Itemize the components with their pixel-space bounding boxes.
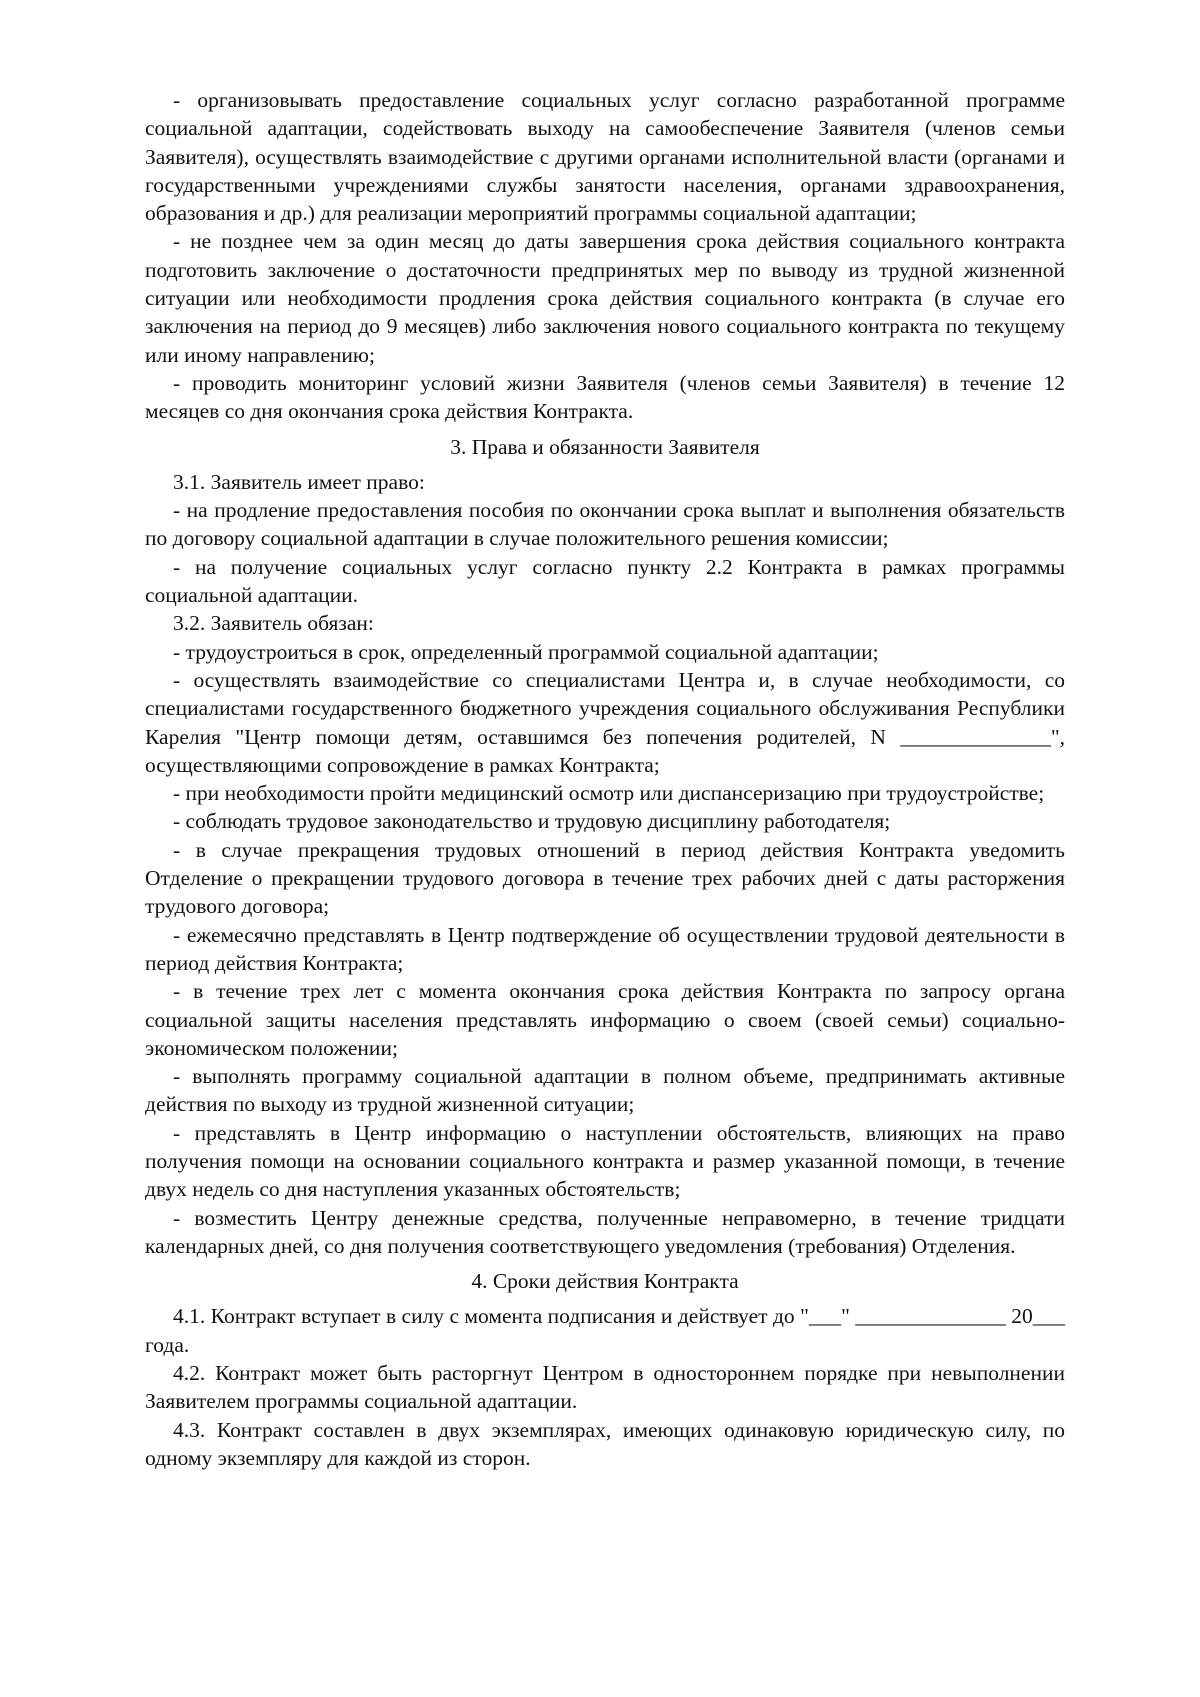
paragraph: - возместить Центру денежные средства, полученные неправомерно, в течение тридцати календарных дней, со дня получения соответствующего уведомления (требования) Отделения. — [145, 1205, 1065, 1258]
section-3 — [145, 433, 1065, 1261]
paragraph: - организовывать предоставление социальных услуг согласно разработанной программе социальной адаптации, содействовать выходу на самообеспечение Заявителя (членов семьи Заявителя), осуществлять взаимодействие с другими органами исполнительной власти (органами и государственными учреждениями службы занятости населения, органами здравоохранения, образования и др.) для реализации мероприятий программы социальной адаптации; — [145, 88, 1065, 226]
paragraph: - ежемесячно представлять в Центр подтверждение об осуществлении трудовой деятельности в период действия Контракта; — [145, 922, 1065, 975]
section-2-continuation — [145, 86, 1065, 426]
paragraph: - на продление предоставления пособия по окончании срока выплат и выполнения обязательств по договору социальной адаптации в случае положительного решения комиссии; — [145, 498, 1065, 551]
paragraph: - соблюдать трудовое законодательство и трудовую дисциплину работодателя; — [173, 809, 891, 834]
paragraph: 3.2. Заявитель обязан: — [173, 611, 374, 636]
paragraph: 4.1. Контракт вступает в силу с момента подписания и действует до "___" ______________ 20___ года. — [145, 1304, 1065, 1357]
paragraph: - выполнять программу социальной адаптации в полном объеме, предпринимать активные действия по выходу из трудной жизненной ситуации; — [145, 1064, 1065, 1117]
paragraph: 4.3. Контракт составлен в двух экземплярах, имеющих одинаковую юридическую силу, по одному экземпляру для каждой из сторон. — [145, 1417, 1065, 1470]
document-page — [145, 86, 1065, 1472]
paragraph: - на получение социальных услуг согласно пункту 2.2 Контракта в рамках программы социальной адаптации. — [145, 554, 1065, 608]
paragraph: - осуществлять взаимодействие со специалистами Центра и, в случае необходимости, со специалистами государственного бюджетного учреждения социального обслуживания Республики Карелия "Центр помощи детям, оставшимся без попечения родителей, N ______________", осуществляющими сопровождение в рамках Контракта; — [145, 667, 1065, 777]
section-3-heading: 3. Права и обязанности Заявителя — [450, 434, 760, 459]
paragraph: - проводить мониторинг условий жизни Заявителя (членов семьи Заявителя) в течение 12 месяцев со дня окончания срока действия Контракта. — [145, 370, 1065, 424]
paragraph: - трудоустроиться в срок, определенный программой социальной адаптации; — [173, 639, 879, 664]
paragraph: - в течение трех лет с момента окончания срока действия Контракта по запросу органа социальной защиты населения представлять информацию о своем (своей семьи) социально-экономическом положении; — [145, 979, 1065, 1060]
paragraph: - в случае прекращения трудовых отношений в период действия Контракта уведомить Отделение о прекращении трудового договора в течение трех рабочих дней с даты расторжения трудового договора; — [145, 837, 1065, 919]
section-4 — [145, 1267, 1065, 1472]
paragraph: 3.1. Заявитель имеет право: — [173, 469, 425, 494]
paragraph: - при необходимости пройти медицинский осмотр или диспансеризацию при трудоустройстве; — [173, 781, 1045, 806]
paragraph: - представлять в Центр информацию о наступлении обстоятельств, влияющих на право получения помощи на основании социального контракта и размер указанной помощи, в течение двух недель со дня наступления указанных обстоятельств; — [145, 1120, 1065, 1202]
paragraph: - не позднее чем за один месяц до даты завершения срока действия социального контракта подготовить заключение о достаточности предпринятых мер по выводу из трудной жизненной ситуации или необходимости продления срока действия социального контракта (в случае его заключения на период до 9 месяцев) либо заключения нового социального контракта по текущему или иному направлению; — [145, 229, 1065, 367]
paragraph: 4.2. Контракт может быть расторгнут Центром в одностороннем порядке при невыполнении Заявителем программы социальной адаптации. — [145, 1361, 1065, 1414]
section-4-heading: 4. Сроки действия Контракта — [471, 1269, 739, 1294]
